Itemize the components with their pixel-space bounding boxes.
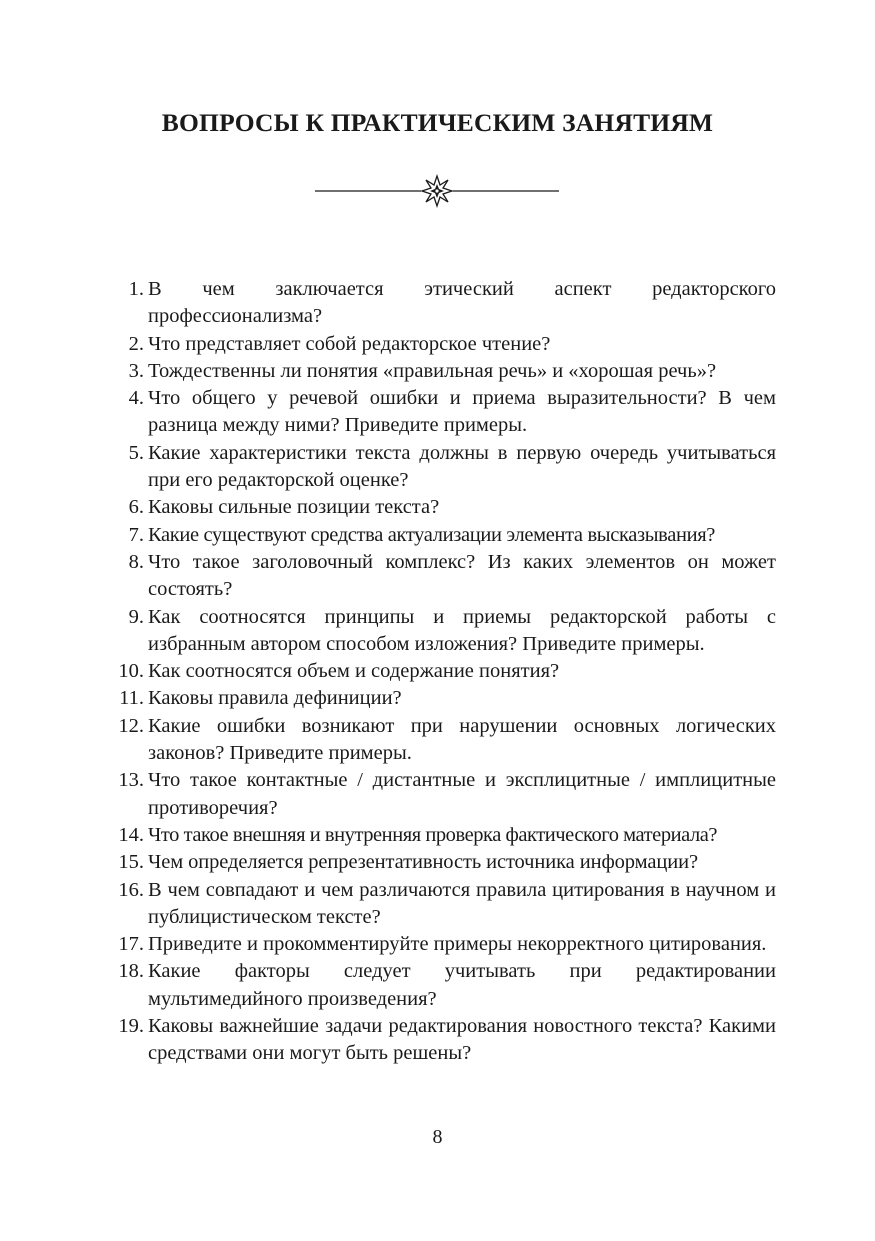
item-text: В чем заключается этический аспект редакторского профессионализма? [148,278,776,328]
list-item [0,849,875,876]
item-number: 17. [118,933,144,956]
list-item [0,958,875,1013]
item-text: Приведите и прокомментируйте примеры некорректного цитирования. [148,933,767,956]
item-number: 18. [118,960,144,983]
list-item [0,1013,875,1068]
item-text: Тождественны ли понятия «правильная речь» и «хорошая речь»? [148,359,717,382]
list-item [0,331,875,358]
item-text: Что общего у речевой ошибки и приема выразительности? В чем разница между ними? Приведите примеры. [148,387,776,437]
list-item [0,604,875,659]
item-text: Каковы правила дефиниции? [148,687,402,710]
item-text: Как соотносятся объем и содержание понятия? [148,660,560,683]
item-text: Каковы сильные позиции текста? [148,496,440,519]
item-text: Какие ошибки возникают при нарушении основных логических законов? Приведите примеры. [148,714,776,765]
list-item [0,685,875,712]
item-number: 15. [118,851,144,874]
list-item [0,877,875,932]
item-text: Какие характеристики текста должны в первую очередь учитываться при его редакторской оценке? [148,441,776,492]
item-text: Какие факторы следует учитывать при редактировании мультимедийного произведения? [148,960,776,1010]
item-text: В чем совпадают и чем различаются правила цитирования в научном и публицистическом тексте? [148,878,776,928]
item-number: 10. [118,660,144,683]
item-number: 5. [128,441,144,464]
item-number: 9. [128,605,144,628]
list-item [0,767,875,822]
item-number: 12. [118,714,144,737]
item-text: Чем определяется репрезентативность источника информации? [148,851,698,874]
list-item [0,385,875,440]
item-number: 7. [128,523,144,546]
item-number: 16. [118,878,144,901]
item-number: 8. [128,550,144,573]
divider-star-icon [315,173,559,209]
item-number: 19. [118,1015,144,1038]
item-number: 11. [119,687,144,710]
item-text: Что такое внешняя и внутренняя проверка фактического материала? [148,823,718,846]
item-number: 6. [128,496,144,519]
list-item [0,358,875,385]
item-text: Что такое контактные / дистантные и эксплицитные / имплицитные противоречия? [148,769,776,819]
item-number: 13. [118,769,144,792]
list-item [0,440,875,495]
item-number: 4. [128,387,144,410]
item-number: 2. [128,332,144,355]
page-number: 8 [432,1126,443,1148]
questions-list [0,276,875,1068]
list-item [0,522,875,549]
item-text: Что такое заголовочный комплекс? Из каких элементов он может состоять? [148,550,776,601]
list-item [0,658,875,685]
item-number: 14. [118,823,144,846]
list-item [0,713,875,768]
page-title: ВОПРОСЫ К ПРАКТИЧЕСКИМ ЗАНЯТИЯМ [161,108,714,137]
item-text: Как соотносятся принципы и приемы редакторской работы с избранным автором способом изложения? Приведите примеры. [148,605,776,655]
item-number: 3. [128,359,144,382]
list-item [0,931,875,958]
item-text: Каковы важнейшие задачи редактирования новостного текста? Какими средствами они могут быть решены? [148,1015,776,1065]
item-text: Какие существуют средства актуализации элемента высказывания? [148,523,716,546]
list-item [0,549,875,604]
item-number: 1. [128,278,144,300]
list-item [0,276,875,331]
list-item [0,494,875,521]
item-text: Что представляет собой редакторское чтение? [148,332,551,355]
list-item [0,822,875,849]
